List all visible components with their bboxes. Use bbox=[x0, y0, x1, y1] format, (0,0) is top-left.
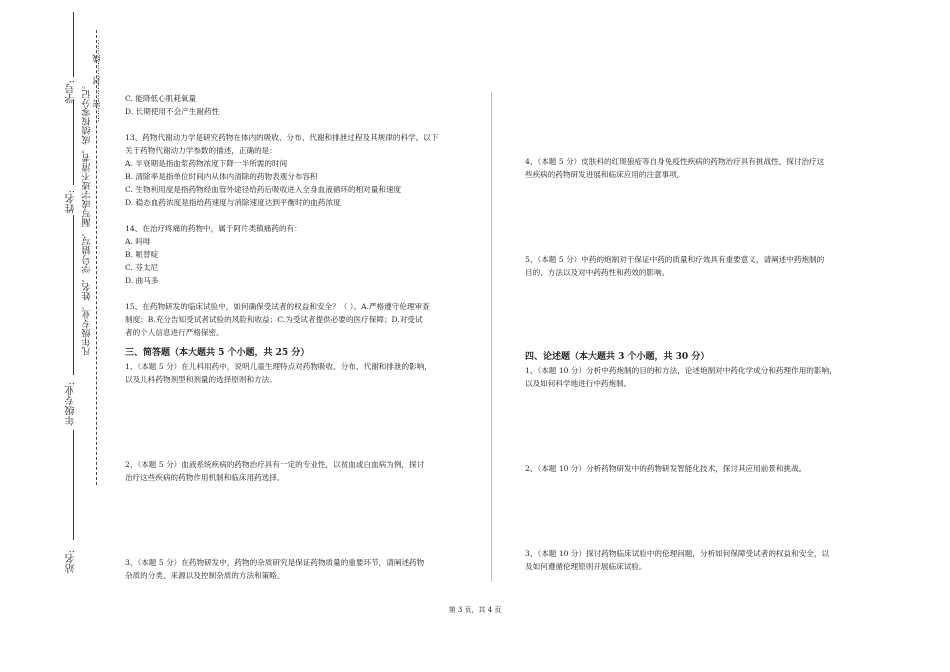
s3-q2-line-1: 2、（本题 5 分）血液系统疾病的药物治疗具有一定的专业性，以贫血或白血病为例，探讨 bbox=[125, 460, 425, 469]
right-column bbox=[525, 155, 865, 573]
q13-stem-1: 13、药物代谢动力学是研究药物在体内的吸收、分布、代谢和排泄过程及其规律的科学。以下 bbox=[125, 133, 439, 142]
seal-dashed-line bbox=[96, 30, 97, 485]
q13-option-c: C. 生物利用度是指药物经血管外途径给药后吸收进入全身血液循环的相对量和速度 bbox=[125, 185, 402, 194]
s3-q3-line-1: 3、（本题 5 分）在药物研发中，药物的杂质研究是保证药物质量的重要环节，请阐述药物 bbox=[125, 558, 425, 567]
s3-q5-line-1: 5、（本题 5 分）中药的炮制对于保证中药的质量和疗效具有重要意义，请阐述中药炮制的 bbox=[525, 255, 825, 264]
q13-option-a: A. 半衰期是指血浆药物浓度下降一半所需的时间 bbox=[125, 159, 288, 168]
s4-q1-line-2: 以及如何科学地进行中药炮制。 bbox=[525, 379, 632, 388]
q14-option-b: B. 哌替啶 bbox=[125, 250, 159, 259]
q14-option-c: C. 芬太尼 bbox=[125, 263, 159, 272]
student-id-line bbox=[73, 12, 74, 77]
binding-warning: 凡年级专业、姓名、学号错写、漏写或字迹不清者，成绩按零分记。 bbox=[82, 80, 93, 356]
q12-option-c: C. 能降低心肌耗氧量 bbox=[125, 94, 197, 103]
q12-option-d: D. 长期使用不会产生耐药性 bbox=[125, 107, 220, 116]
section3-title: 三、简答题（本大题共 5 个小题，共 25 分） bbox=[125, 348, 310, 358]
s3-q4-line-2: 些疾病的药物研发进展和临床应用的注意事项。 bbox=[525, 170, 685, 179]
school-line bbox=[73, 430, 74, 540]
q15-line-1: 15、在药物研发的临床试验中，如何确保受试者的权益和安全？（ ）。A.严格遵守伦理审查 bbox=[125, 302, 430, 311]
s4-q2-line-1: 2、（本题 10 分）分析药物研发中的药物研发智能化技术，探讨其应用前景和挑战。 bbox=[525, 464, 807, 473]
s3-q3-line-2: 杂质的分类、来源以及控制杂质的方法和策略。 bbox=[125, 571, 285, 580]
q13-option-b: B. 清除率是指单位时间内从体内清除的药物表观分布容积 bbox=[125, 172, 318, 181]
s4-q1-line-1: 1、（本题 10 分）分析中药炮制的目的和方法，论述炮制对中药化学成分和药理作用的影响， bbox=[525, 366, 837, 375]
school-label: 站名: bbox=[66, 550, 77, 574]
s3-q5-line-2: 目的、方法以及对中药药性和药效的影响。 bbox=[525, 268, 670, 277]
column-divider bbox=[491, 92, 492, 582]
s4-q3-line-1: 3、（本题 10 分）探讨药物临床试验中的伦理问题，分析如何保障受试者的权益和安全，以 bbox=[525, 549, 830, 558]
section4-title: 四、论述题（本大题共 3 个小题，共 30 分） bbox=[525, 352, 710, 362]
s4-q3-line-2: 及如何遵循伦理原则开展临床试验。 bbox=[525, 562, 647, 571]
q14-stem: 14、在治疗疼痛的药物中，属于阿片类镇痛药的有： bbox=[125, 224, 302, 233]
seal-line-text: ……密……封……线…… bbox=[92, 40, 101, 123]
s3-q2-line-2: 治疗这些疾病的药物作用机制和临床用药选择。 bbox=[125, 473, 285, 482]
s3-q1-line-2: 以及儿科药物剂型和剂量的选择原则和方法。 bbox=[125, 375, 277, 384]
q13-stem-2: 关于药物代谢动力学参数的描述，正确的是： bbox=[125, 146, 277, 155]
q13-option-d: D. 稳态血药浓度是指给药速度与消除速度达到平衡时的血药浓度 bbox=[125, 198, 341, 207]
student-id-label: 学号: bbox=[66, 80, 77, 104]
left-column bbox=[125, 92, 465, 582]
s3-q1-line-1: 1、（本题 5 分）在儿科用药中，说明儿童生理特点对药物吸收、分布、代谢和排泄的影响， bbox=[125, 362, 432, 371]
q14-option-d: D. 曲马多 bbox=[125, 276, 159, 285]
page-footer: 第 3 页，共 4 页 bbox=[448, 606, 502, 614]
binding-margin bbox=[0, 0, 100, 672]
name-label: 姓名: bbox=[66, 190, 77, 214]
q15-line-3: 者的个人信息进行严格保密。 bbox=[125, 328, 224, 337]
q14-option-a: A. 吗啡 bbox=[125, 237, 151, 246]
name-line bbox=[73, 100, 74, 185]
s3-q4-line-1: 4、（本题 5 分）皮肤科的红斑狼疮等自身免疫性疾病的药物治疗具有挑战性，探讨治疗这 bbox=[525, 157, 825, 166]
grade-major-line bbox=[73, 215, 74, 375]
grade-major-label: 年级专业: bbox=[66, 382, 77, 426]
q15-line-2: 制度；B.充分告知受试者试验的风险和收益；C.为受试者提供必要的医疗保障；D.对受试 bbox=[125, 315, 423, 324]
